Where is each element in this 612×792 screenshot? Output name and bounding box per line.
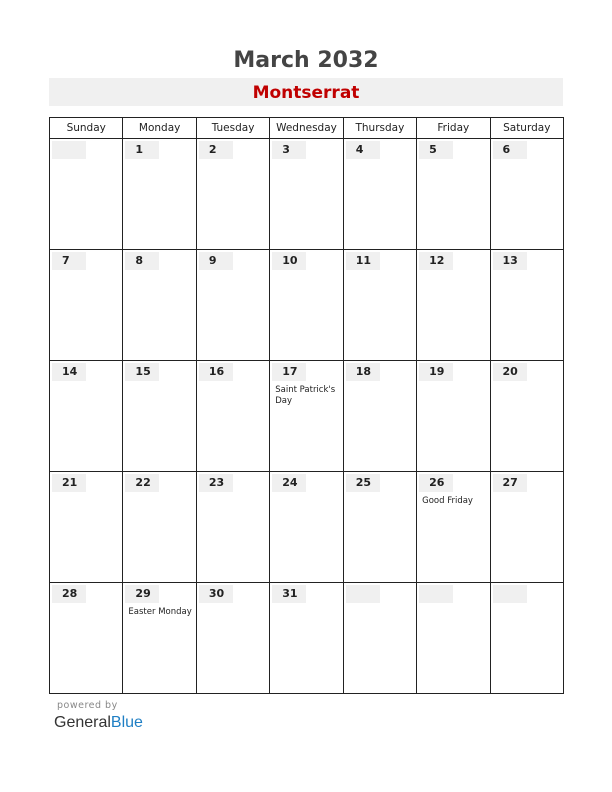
day-cell <box>343 250 416 361</box>
day-cell <box>123 361 196 472</box>
day-cell <box>50 583 123 694</box>
day-cell <box>343 472 416 583</box>
day-number: 22 <box>125 474 159 492</box>
calendar-week-row <box>50 250 564 361</box>
day-number: 5 <box>419 141 453 159</box>
day-number: 27 <box>493 474 527 492</box>
weekday-header-row <box>50 118 564 139</box>
calendar-grid <box>49 117 564 694</box>
day-cell <box>123 472 196 583</box>
logo-text-general: General <box>54 714 111 731</box>
day-cell <box>417 472 490 583</box>
day-number: 3 <box>272 141 306 159</box>
day-number: 17 <box>272 363 306 381</box>
day-number: 1 <box>125 141 159 159</box>
powered-by-label: powered by <box>57 700 118 711</box>
day-cell <box>490 472 563 583</box>
day-number: 20 <box>493 363 527 381</box>
page-title: March 2032 <box>233 48 379 73</box>
day-cell <box>490 139 563 250</box>
day-number: 29 <box>125 585 159 603</box>
day-number: 14 <box>52 363 86 381</box>
day-cell <box>270 361 343 472</box>
day-cell <box>490 250 563 361</box>
day-number: 13 <box>493 252 527 270</box>
day-cell <box>196 472 269 583</box>
day-cell <box>343 583 416 694</box>
day-cell <box>123 250 196 361</box>
weekday-header: Thursday <box>343 118 416 139</box>
day-number: 19 <box>419 363 453 381</box>
day-number: 15 <box>125 363 159 381</box>
holiday-label: Good Friday <box>422 496 473 506</box>
day-cell <box>123 583 196 694</box>
day-cell <box>123 139 196 250</box>
calendar-week-row <box>50 361 564 472</box>
day-number <box>493 585 527 603</box>
day-cell <box>490 583 563 694</box>
day-number: 10 <box>272 252 306 270</box>
day-cell <box>50 361 123 472</box>
day-number: 31 <box>272 585 306 603</box>
weekday-header: Friday <box>417 118 490 139</box>
day-cell <box>270 472 343 583</box>
weekday-header: Tuesday <box>196 118 269 139</box>
day-cell <box>417 361 490 472</box>
day-number: 26 <box>419 474 453 492</box>
day-cell <box>50 139 123 250</box>
day-number: 30 <box>199 585 233 603</box>
day-number <box>346 585 380 603</box>
day-cell <box>417 139 490 250</box>
day-cell <box>490 361 563 472</box>
day-number: 9 <box>199 252 233 270</box>
calendar-week-row <box>50 139 564 250</box>
day-cell <box>270 583 343 694</box>
day-number: 8 <box>125 252 159 270</box>
day-number: 21 <box>52 474 86 492</box>
day-cell <box>343 139 416 250</box>
weekday-header: Wednesday <box>270 118 343 139</box>
day-cell <box>270 250 343 361</box>
calendar-week-row <box>50 472 564 583</box>
day-number: 24 <box>272 474 306 492</box>
day-number: 25 <box>346 474 380 492</box>
day-number: 2 <box>199 141 233 159</box>
logo-text-blue: Blue <box>110 714 143 731</box>
country-name: Montserrat <box>252 83 360 103</box>
day-cell <box>50 250 123 361</box>
day-number: 18 <box>346 363 380 381</box>
day-number: 12 <box>419 252 453 270</box>
day-number <box>419 585 453 603</box>
day-number: 23 <box>199 474 233 492</box>
day-number: 11 <box>346 252 380 270</box>
day-number: 6 <box>493 141 527 159</box>
day-number: 16 <box>199 363 233 381</box>
holiday-label: Easter Monday <box>128 607 192 617</box>
day-cell <box>196 583 269 694</box>
holiday-label: Saint Patrick's Day <box>275 385 336 406</box>
day-cell <box>196 361 269 472</box>
day-cell <box>417 583 490 694</box>
day-cell <box>417 250 490 361</box>
generalblue-logo[interactable] <box>54 713 143 733</box>
weekday-header: Sunday <box>50 118 123 139</box>
country-banner <box>49 78 563 106</box>
day-cell <box>196 250 269 361</box>
day-cell <box>270 139 343 250</box>
day-number: 28 <box>52 585 86 603</box>
day-cell <box>196 139 269 250</box>
calendar-week-row <box>50 583 564 694</box>
weekday-header: Monday <box>123 118 196 139</box>
day-cell <box>50 472 123 583</box>
day-number: 7 <box>52 252 86 270</box>
weekday-header: Saturday <box>490 118 563 139</box>
day-cell <box>343 361 416 472</box>
day-number: 4 <box>346 141 380 159</box>
day-number <box>52 141 86 159</box>
